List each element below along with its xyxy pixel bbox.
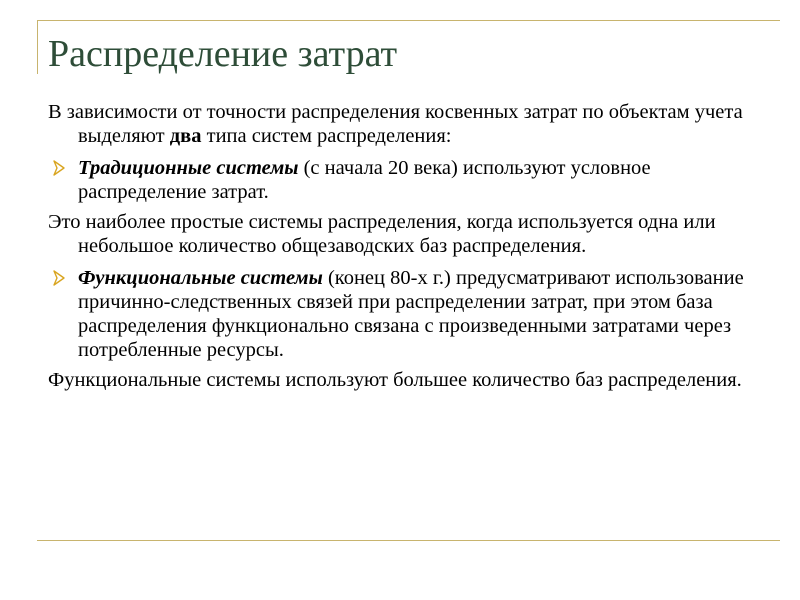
intro-bold-word: два xyxy=(169,125,202,147)
outline-arrow-bullet-icon xyxy=(52,269,66,287)
outline-arrow-bullet-icon xyxy=(52,159,66,177)
slide-title: Распределение затрат xyxy=(48,33,398,75)
functional-systems-bullet xyxy=(48,266,766,362)
frame-bottom-horizontal-line xyxy=(37,540,780,541)
intro-text-after: типа систем распределения: xyxy=(201,125,452,147)
intro-text-before: В зависимости от точности распределения косвенных затрат по объектам учета выделяют xyxy=(48,101,743,147)
intro-paragraph xyxy=(48,100,766,148)
traditional-systems-bullet xyxy=(48,156,766,204)
slide-body xyxy=(48,100,766,400)
frame-top-horizontal-line xyxy=(37,20,780,21)
simple-systems-paragraph: Это наиболее простые системы распределения, когда используется одна или небольшое количество общезаводских баз распределения. xyxy=(48,211,716,257)
conclusion-paragraph: Функциональные системы используют большее количество баз распределения. xyxy=(48,369,742,391)
functional-systems-term: Функциональные системы xyxy=(78,267,323,289)
frame-top-vertical-line xyxy=(37,20,38,74)
traditional-systems-term: Традиционные системы xyxy=(78,157,299,179)
traditional-systems-text: (с начала 20 века) используют условное распределение затрат. xyxy=(78,157,651,203)
functional-systems-text: (конец 80-х г.) предусматривают использование причинно-следственных связей при распределении затрат, при этом база распределения функционально связана с произведенными затратами через потребленные ресурсы. xyxy=(78,267,744,361)
